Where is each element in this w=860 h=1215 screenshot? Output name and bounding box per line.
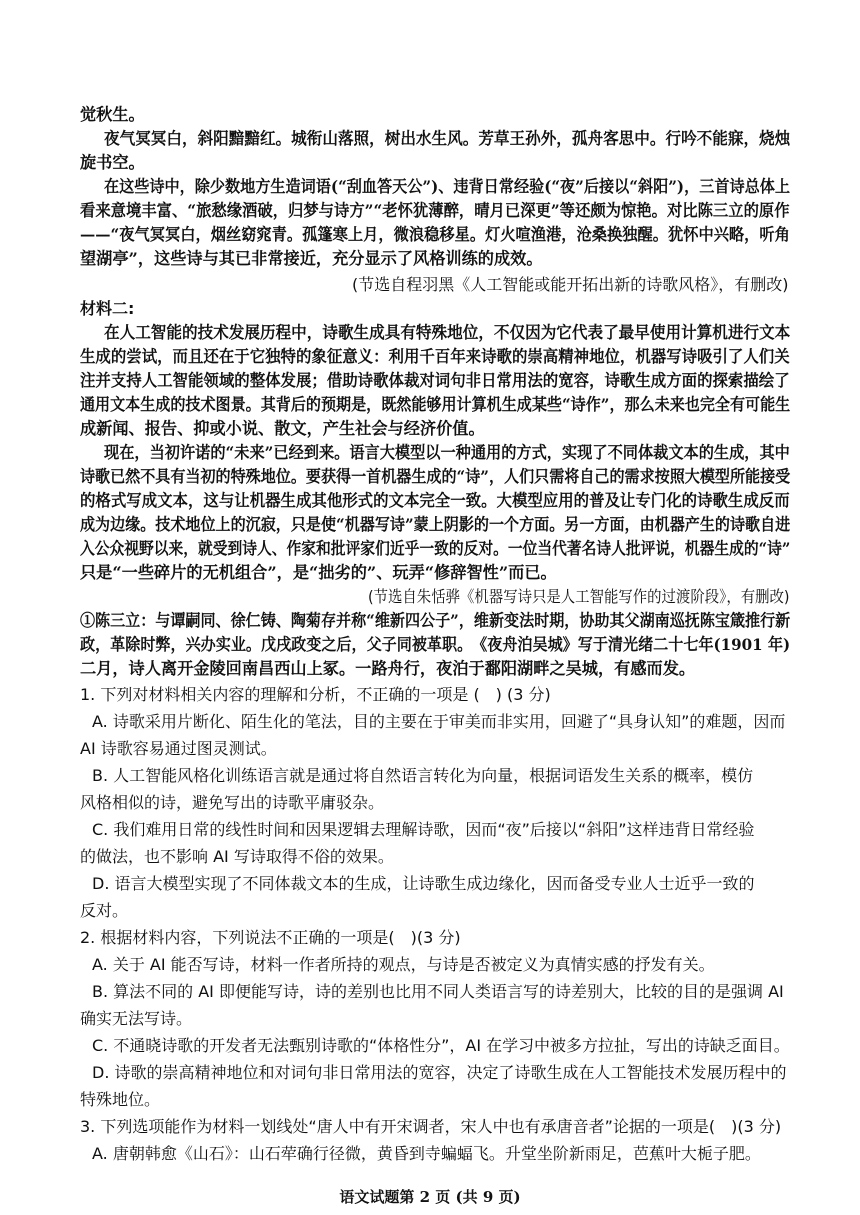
footnote-line: ①陈三立：与谭嗣同、徐仁铸、陶菊存并称“维新四公子”，维新变法时期，协助其父湖南巡抚陈宝箴推行新 <box>80 611 791 630</box>
q1-option-a: A. 诗歌采用片断化、陌生化的笔法，目的主要在于审美而非实用，回避了“具身认知”的难题，因而 <box>92 712 786 731</box>
m2-p1-line: 在人工智能的技术发展历程中，诗歌生成具有特殊地位，不仅因为它代表了最早使用计算机进行文本 <box>104 323 791 342</box>
q1-option-c-cont: 的做法，也不影响 AI 写诗取得不俗的效果。 <box>80 847 394 866</box>
m2-p2-line: 入公众视野以来，就受到诗人、作家和批评家们近乎一致的反对。一位当代著名诗人批评说，机器生成的“诗” <box>80 539 791 558</box>
q2-option-d: D. 诗歌的崇高精神地位和对词句非日常用法的宽容，决定了诗歌生成在人工智能技术发展历程中的 <box>92 1063 787 1082</box>
page-footer: 语文试题第 2 页 (共 9 页) <box>339 1188 521 1206</box>
poem-tail: 觉秋生。 <box>80 105 145 124</box>
q2-option-b-cont: 确实无法写诗。 <box>80 1009 193 1028</box>
q2-option-b: B. 算法不同的 AI 即便能写诗，诗的差别也比用不同人类语言写的诗差别大，比较的目的是强调 AI <box>92 982 784 1001</box>
footnote-line: 二月，诗人离开金陵回南昌西山上冢。一路舟行，夜泊于鄱阳湖畔之吴城，有感而发。 <box>80 659 696 678</box>
question-2-stem: 2. 根据材料内容，下列说法不正确的一项是( )(3 分) <box>80 928 461 947</box>
m2-p2-line: 只是“一些碎片的无机组合”，是“拙劣的”、玩弄“修辞智性”而已。 <box>80 563 557 582</box>
q1-option-d-cont: 反对。 <box>80 901 129 920</box>
poem-line: 旋书空。 <box>80 153 145 172</box>
q1-option-b-cont: 风格相似的诗，避免写出的诗歌平庸驳杂。 <box>80 793 385 812</box>
analysis-line: 在这些诗中，除少数地方生造词语(“刮血答天公”)、违背日常经验(“夜”后接以“斜阳”)，三首诗总体上 <box>104 177 790 196</box>
m2-p2-line: 的格式写成文本，这与让机器生成其他形式的文本完全一致。大模型应用的普及让专门化的诗歌生成反而 <box>80 491 790 510</box>
poem-line: 夜气冥冥白，斜阳黯黯红。城衔山落照，树出水生风。芳草王孙外，孤舟客思中。行吟不能寐，烧烛 <box>104 129 791 148</box>
m2-p2-line: 诗歌已然不具有当初的特殊地位。要获得一首机器生成的“诗”，人们只需将自己的需求按照大模型所能接受 <box>80 467 791 486</box>
material-2-title: 材料二: <box>80 299 135 318</box>
analysis-line: ——“夜气冥冥白，烟丝窈窕青。孤篷寒上月，微浪稳移星。灯火喧渔港，沧桑换独醒。犹怀中兴略，听角 <box>80 225 790 244</box>
question-3-stem: 3. 下列选项能作为材料一划线处“唐人中有开宋调者，宋人中也有承唐音者”论据的一项是( )(3 分) <box>80 1117 782 1136</box>
analysis-line: 看来意境丰富、“旅愁缘酒破，归梦与诗方”“老怀犹薄醉，晴月已深更”等还颇为惊艳。对比陈三立的原作 <box>80 201 790 220</box>
footnote-line: 政，革除时弊，兴办实业。戊戌政变之后，父子同被革职。 《夜舟泊吴城》写于清光绪二十七年(1901 年) <box>80 635 791 654</box>
m2-p1-line: 注并支持人工智能领域的整体发展；借助诗歌体裁对词句非日常用法的宽容，诗歌生成方面的探索描绘了 <box>80 371 790 390</box>
q2-option-c: C. 不通晓诗歌的开发者无法甄别诗歌的“体格性分”，AI 在学习中被多方拉扯，写出的诗缺乏面目。 <box>92 1036 790 1055</box>
q2-option-d-cont: 特殊地位。 <box>80 1090 161 1109</box>
m2-p1-line: 通用文本生成的技术图景。其背后的预期是，既然能够用计算机生成某些“诗作”，那么未来也完全有可能生 <box>80 395 791 414</box>
q1-option-a-cont: AI 诗歌容易通过图灵测试。 <box>80 739 277 758</box>
question-1-stem: 1. 下列对材料相关内容的理解和分析，不正确的一项是 ( ) (3 分) <box>80 685 551 704</box>
m2-p2-line: 成为边缘。技术地位上的沉寂，只是使“机器写诗”蒙上阴影的一个方面。另一方面，由机器产生的诗歌自进 <box>80 515 791 534</box>
m2-p2-line: 现在，当初许诺的“未来”已经到来。语言大模型以一种通用的方式，实现了不同体裁文本的生成，其中 <box>104 443 790 462</box>
m2-p1-line: 生成的尝试，而且还在于它独特的象征意义：利用千百年来诗歌的崇高精神地位，机器写诗吸引了人们关 <box>80 347 790 366</box>
q3-option-a: A. 唐朝韩愈《山石》：山石荦确行径微，黄昏到寺蝙蝠飞。升堂坐阶新雨足，芭蕉叶大栀子肥。 <box>92 1144 761 1163</box>
q1-option-d: D. 语言大模型实现了不同体裁文本的生成，让诗歌生成边缘化，因而备受专业人士近乎一致的 <box>92 874 755 893</box>
q1-option-c: C. 我们难用日常的线性时间和因果逻辑去理解诗歌，因而“夜”后接以“斜阳”这样违背日常经验 <box>92 820 755 839</box>
source-citation-2: (节选自朱恬骅《机器写诗只是人工智能写作的过渡阶段》，有删改) <box>368 587 790 606</box>
analysis-line: 望湖亭”，这些诗与其已非常接近，充分显示了风格训练的成效。 <box>80 249 543 268</box>
source-citation-1: (节选自程羽黑《人工智能或能开拓出新的诗歌风格》，有删改) <box>352 275 789 294</box>
m2-p1-line: 成新闻、报告、抑或小说、散文，产生社会与经济价值。 <box>80 419 485 438</box>
q1-option-b: B. 人工智能风格化训练语言就是通过将自然语言转化为向量，根据词语发生关系的概率，模仿 <box>92 766 754 785</box>
q2-option-a: A. 关于 AI 能否写诗，材料一作者所持的观点，与诗是否被定义为真情实感的抒发有关。 <box>92 955 715 974</box>
